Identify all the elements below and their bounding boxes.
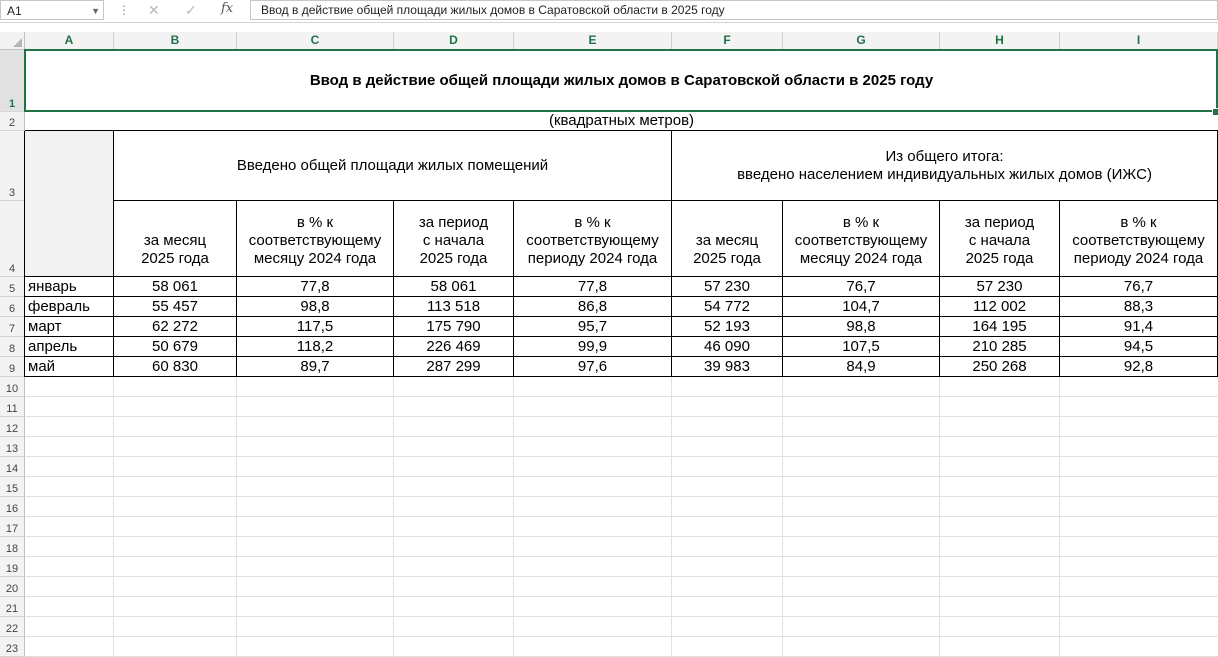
data-cell[interactable]: 58 061 xyxy=(114,277,237,297)
row-header-2[interactable]: 2 xyxy=(0,112,25,131)
data-cell[interactable]: 86,8 xyxy=(514,297,672,317)
subheader-8[interactable]: в % к соответствующему периоду 2024 года xyxy=(1060,201,1218,277)
chevron-down-icon[interactable]: ▼ xyxy=(91,6,100,16)
data-cell[interactable]: 58 061 xyxy=(394,277,514,297)
subheader-2[interactable]: в % к соответствующему месяцу 2024 года xyxy=(237,201,394,277)
header-blank-cell[interactable] xyxy=(25,131,114,277)
subheader-1[interactable]: за месяц 2025 года xyxy=(114,201,237,277)
subheader-4[interactable]: в % к соответствующему периоду 2024 года xyxy=(514,201,672,277)
data-cell[interactable]: 99,9 xyxy=(514,337,672,357)
row-header-11[interactable]: 11 xyxy=(0,397,25,417)
gridline xyxy=(25,396,1218,397)
row-header-6[interactable]: 6 xyxy=(0,297,25,317)
enter-icon[interactable]: ✓ xyxy=(185,2,197,18)
sheet-title[interactable]: Ввод в действие общей площади жилых домов в Саратовской области в 2025 году xyxy=(25,50,1218,112)
month-cell[interactable]: февраль xyxy=(25,297,114,317)
column-header-e[interactable]: E xyxy=(514,32,672,50)
row-header-18[interactable]: 18 xyxy=(0,537,25,557)
data-cell[interactable]: 98,8 xyxy=(237,297,394,317)
name-box-value: A1 xyxy=(7,4,22,18)
row-header-23[interactable]: 23 xyxy=(0,637,25,657)
data-cell[interactable]: 226 469 xyxy=(394,337,514,357)
group-header-izhs[interactable]: Из общего итога: введено населением индивидуальных жилых домов (ИЖС) xyxy=(672,131,1218,201)
gridline xyxy=(25,496,1218,497)
data-cell[interactable]: 107,5 xyxy=(783,337,940,357)
row-header-3[interactable]: 3 xyxy=(0,131,25,201)
data-cell[interactable]: 117,5 xyxy=(237,317,394,337)
data-cell[interactable]: 94,5 xyxy=(1060,337,1218,357)
month-cell[interactable]: май xyxy=(25,357,114,377)
data-cell[interactable]: 112 002 xyxy=(940,297,1060,317)
column-header-c[interactable]: C xyxy=(237,32,394,50)
row-header-13[interactable]: 13 xyxy=(0,437,25,457)
data-cell[interactable]: 77,8 xyxy=(237,277,394,297)
data-cell[interactable]: 46 090 xyxy=(672,337,783,357)
row-header-7[interactable]: 7 xyxy=(0,317,25,337)
group-header-total[interactable]: Введено общей площади жилых помещений xyxy=(114,131,672,201)
data-cell[interactable]: 113 518 xyxy=(394,297,514,317)
month-cell[interactable]: январь xyxy=(25,277,114,297)
select-all-corner[interactable] xyxy=(0,32,25,50)
data-cell[interactable]: 95,7 xyxy=(514,317,672,337)
gridline xyxy=(25,636,1218,637)
subheader-6[interactable]: в % к соответствующему месяцу 2024 года xyxy=(783,201,940,277)
table-left-border xyxy=(24,131,25,377)
data-cell[interactable]: 57 230 xyxy=(940,277,1060,297)
gridline xyxy=(25,416,1218,417)
row-header-5[interactable]: 5 xyxy=(0,277,25,297)
data-cell[interactable]: 287 299 xyxy=(394,357,514,377)
column-header-g[interactable]: G xyxy=(783,32,940,50)
fill-handle[interactable] xyxy=(1212,108,1218,116)
row-header-15[interactable]: 15 xyxy=(0,477,25,497)
row-header-14[interactable]: 14 xyxy=(0,457,25,477)
gridline xyxy=(25,616,1218,617)
gridline xyxy=(25,516,1218,517)
data-cell[interactable]: 92,8 xyxy=(1060,357,1218,377)
formula-input[interactable]: Ввод в действие общей площади жилых домов в Саратовской области в 2025 году xyxy=(250,0,1218,20)
row-header-22[interactable]: 22 xyxy=(0,617,25,637)
month-cell[interactable]: март xyxy=(25,317,114,337)
row-header-1[interactable]: 1 xyxy=(0,50,25,112)
name-box[interactable] xyxy=(0,0,104,20)
data-cell[interactable]: 76,7 xyxy=(1060,277,1218,297)
data-cell[interactable]: 88,3 xyxy=(1060,297,1218,317)
data-cell[interactable]: 54 772 xyxy=(672,297,783,317)
month-cell[interactable]: апрель xyxy=(25,337,114,357)
gridline xyxy=(25,596,1218,597)
column-header-h[interactable]: H xyxy=(940,32,1060,50)
row-header-4[interactable]: 4 xyxy=(0,201,25,277)
data-cell[interactable]: 104,7 xyxy=(783,297,940,317)
data-cell[interactable]: 84,9 xyxy=(783,357,940,377)
fx-icon[interactable]: fx xyxy=(221,1,234,16)
row-header-16[interactable]: 16 xyxy=(0,497,25,517)
row-header-10[interactable]: 10 xyxy=(0,377,25,397)
data-cell[interactable]: 76,7 xyxy=(783,277,940,297)
table-top-border xyxy=(25,130,1218,131)
data-cell[interactable]: 55 457 xyxy=(114,297,237,317)
gridline xyxy=(25,436,1218,437)
data-cell[interactable]: 118,2 xyxy=(237,337,394,357)
more-icon: ⋮ xyxy=(118,3,130,17)
column-header-d[interactable]: D xyxy=(394,32,514,50)
gridline xyxy=(25,576,1218,577)
column-header-i[interactable]: I xyxy=(1060,32,1218,50)
subheader-3[interactable]: за период с начала 2025 года xyxy=(394,201,514,277)
subheader-5[interactable]: за месяц 2025 года xyxy=(672,201,783,277)
gridline xyxy=(25,476,1218,477)
subheader-7[interactable]: за период с начала 2025 года xyxy=(940,201,1060,277)
data-cell[interactable]: 97,6 xyxy=(514,357,672,377)
data-cell[interactable]: 210 285 xyxy=(940,337,1060,357)
gridline xyxy=(25,536,1218,537)
cancel-icon[interactable]: ✕ xyxy=(148,2,160,18)
row-header-8[interactable]: 8 xyxy=(0,337,25,357)
data-cell[interactable]: 250 268 xyxy=(940,357,1060,377)
data-cell[interactable]: 98,8 xyxy=(783,317,940,337)
units-label[interactable]: (квадратных метров) xyxy=(25,112,1218,131)
data-cell[interactable]: 175 790 xyxy=(394,317,514,337)
gridline xyxy=(25,556,1218,557)
data-cell[interactable]: 50 679 xyxy=(114,337,237,357)
row-header-9[interactable]: 9 xyxy=(0,357,25,377)
row-header-17[interactable]: 17 xyxy=(0,517,25,537)
column-header-b[interactable]: B xyxy=(114,32,237,50)
row-header-20[interactable]: 20 xyxy=(0,577,25,597)
data-cell[interactable]: 52 193 xyxy=(672,317,783,337)
row-header-19[interactable]: 19 xyxy=(0,557,25,577)
data-cell[interactable]: 89,7 xyxy=(237,357,394,377)
gridline xyxy=(25,456,1218,457)
column-header-f[interactable]: F xyxy=(672,32,783,50)
data-cell[interactable]: 164 195 xyxy=(940,317,1060,337)
data-cell[interactable]: 91,4 xyxy=(1060,317,1218,337)
row-header-12[interactable]: 12 xyxy=(0,417,25,437)
data-cell[interactable]: 60 830 xyxy=(114,357,237,377)
row-header-21[interactable]: 21 xyxy=(0,597,25,617)
data-cell[interactable]: 62 272 xyxy=(114,317,237,337)
data-cell[interactable]: 57 230 xyxy=(672,277,783,297)
data-cell[interactable]: 39 983 xyxy=(672,357,783,377)
formula-bar xyxy=(0,0,1218,23)
column-header-a[interactable]: A xyxy=(25,32,114,50)
data-cell[interactable]: 77,8 xyxy=(514,277,672,297)
